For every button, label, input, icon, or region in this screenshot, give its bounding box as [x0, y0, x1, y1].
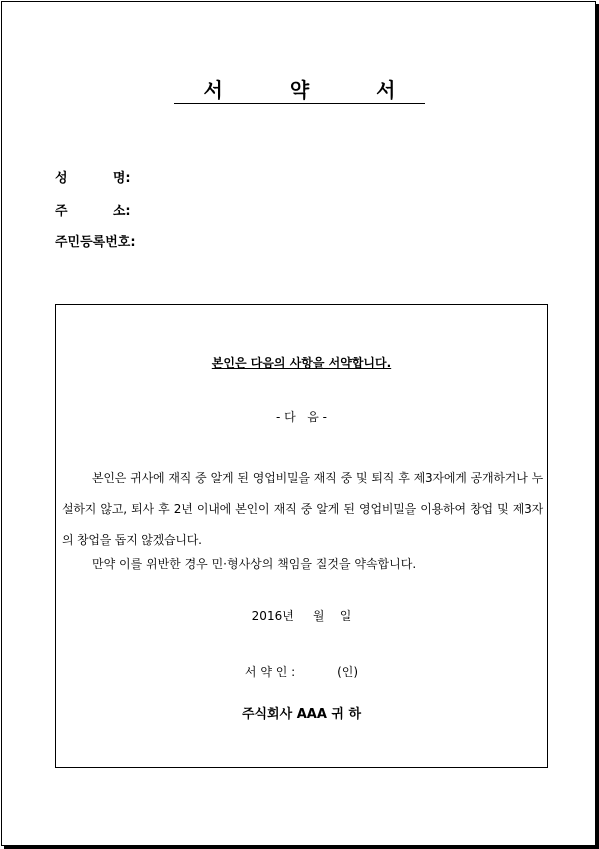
- document-title: 서 약 서: [174, 77, 426, 104]
- date-line: 2016년 월 일: [251, 609, 352, 623]
- document-page: [1, 1, 596, 846]
- signer-line: 서 약 인 : (인): [244, 665, 359, 679]
- document-title-wrap: [2, 77, 597, 104]
- pledge-paragraph-1: 본인은 귀사에 재직 중 알게 된 영업비밀을 재직 중 및 퇴직 후 제3자에게 공개하거나 누설하지 않고, 퇴사 후 2년 이내에 본인이 재직 중 알게 된 영업비밀을 이용하여 창업 및 제3자의 창업을 돕지 않겠습니다.: [62, 471, 543, 547]
- pledge-box: [55, 304, 548, 768]
- pledge-paragraph-2: 만약 이를 위반한 경우 민·형사상의 책임을 질것을 약속합니다.: [92, 557, 417, 571]
- recipient-line: 주식회사 AAA 귀 하: [241, 707, 362, 722]
- pledge-subheading: - 다 음 -: [276, 410, 327, 424]
- resident-id-field-label: 주민등록번호:: [55, 235, 136, 250]
- pledge-heading-wrap: [56, 352, 547, 371]
- address-field-label: 주 소:: [55, 204, 131, 219]
- pledge-heading: 본인은 다음의 사항을 서약합니다.: [211, 356, 392, 370]
- name-field-label: 성 명:: [55, 171, 131, 186]
